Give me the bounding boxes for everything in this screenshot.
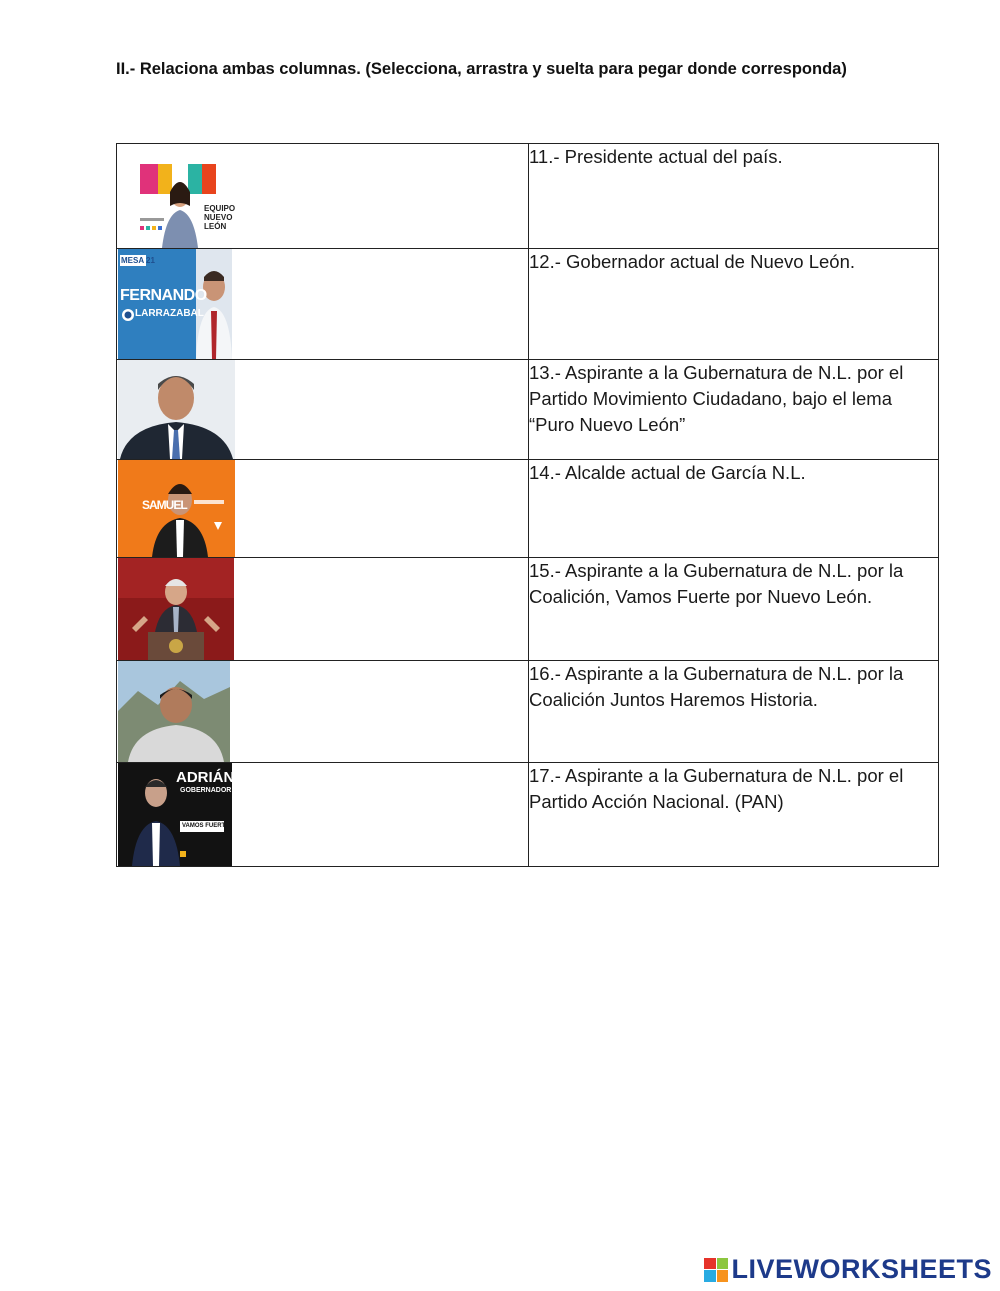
image-cell[interactable] bbox=[117, 249, 529, 360]
table-row bbox=[117, 558, 939, 661]
image-cell[interactable] bbox=[117, 460, 529, 558]
description-text: 11.- Presidente actual del país. bbox=[529, 146, 783, 167]
description-text: 13.- Aspirante a la Gubernatura de N.L. por el Partido Movimiento Ciudadano, bajo el lema “Puro Nuevo León” bbox=[529, 362, 904, 435]
image-cell[interactable] bbox=[117, 558, 529, 661]
image-cell[interactable] bbox=[117, 144, 529, 249]
candidate-photo-6[interactable] bbox=[118, 661, 230, 762]
adrian-sub2: VAMOS FUERTE bbox=[182, 823, 230, 829]
table-row bbox=[117, 763, 939, 867]
image-cell[interactable] bbox=[117, 763, 529, 867]
description-cell bbox=[529, 460, 939, 558]
liveworksheets-wordmark: LIVEWORKSHEETS bbox=[731, 1254, 992, 1284]
description-text: 17.- Aspirante a la Gubernatura de N.L. por el Partido Acción Nacional. (PAN) bbox=[529, 765, 904, 812]
description-cell bbox=[529, 661, 939, 763]
candidate-photo-adrian[interactable] bbox=[118, 763, 235, 866]
fernando-label: FERNANDO bbox=[120, 287, 207, 304]
table-row bbox=[117, 661, 939, 763]
adrian-label: ADRIÁN bbox=[176, 769, 235, 786]
table-row bbox=[117, 360, 939, 460]
candidate-photo-samuel[interactable] bbox=[118, 460, 235, 557]
samuel-label: SAMUEL bbox=[142, 498, 187, 512]
adrian-sub1: GOBERNADOR bbox=[180, 787, 232, 794]
candidate-photo-5[interactable] bbox=[118, 558, 234, 660]
image-cell[interactable] bbox=[117, 661, 529, 763]
description-text: 16.- Aspirante a la Gubernatura de N.L. por la Coalición Juntos Haremos Historia. bbox=[529, 663, 904, 710]
clara-label bbox=[141, 165, 229, 194]
candidate-photo-fernando[interactable] bbox=[118, 249, 232, 359]
matching-table bbox=[116, 143, 939, 867]
liveworksheets-logo-icon bbox=[704, 1258, 728, 1282]
table-row bbox=[117, 460, 939, 558]
fernando-badge: MESA 21 bbox=[121, 256, 155, 265]
description-cell bbox=[529, 558, 939, 661]
clara-sub2: NUEVO bbox=[204, 213, 233, 222]
liveworksheets-logo bbox=[704, 1254, 992, 1285]
image-cell[interactable] bbox=[117, 360, 529, 460]
description-cell bbox=[529, 249, 939, 360]
candidate-photo-clara[interactable] bbox=[118, 144, 236, 248]
fernando-sub1: LARRAZABAL bbox=[135, 308, 204, 319]
description-cell bbox=[529, 360, 939, 460]
clara-sub3: LEÓN bbox=[204, 222, 227, 231]
candidate-photo-3[interactable] bbox=[118, 360, 235, 459]
table-row bbox=[117, 144, 939, 249]
description-text: 15.- Aspirante a la Gubernatura de N.L. por la Coalición, Vamos Fuerte por Nuevo León. bbox=[529, 560, 904, 607]
description-cell bbox=[529, 763, 939, 867]
description-text: 14.- Alcalde actual de García N.L. bbox=[529, 462, 806, 483]
table-row bbox=[117, 249, 939, 360]
clara-sub1: EQUIPO bbox=[204, 204, 236, 213]
description-cell bbox=[529, 144, 939, 249]
instruction-heading: II.- Relaciona ambas columnas. (Selecciona, arrastra y suelta para pegar donde corresponda) bbox=[116, 60, 847, 78]
description-text: 12.- Gobernador actual de Nuevo León. bbox=[529, 251, 856, 272]
